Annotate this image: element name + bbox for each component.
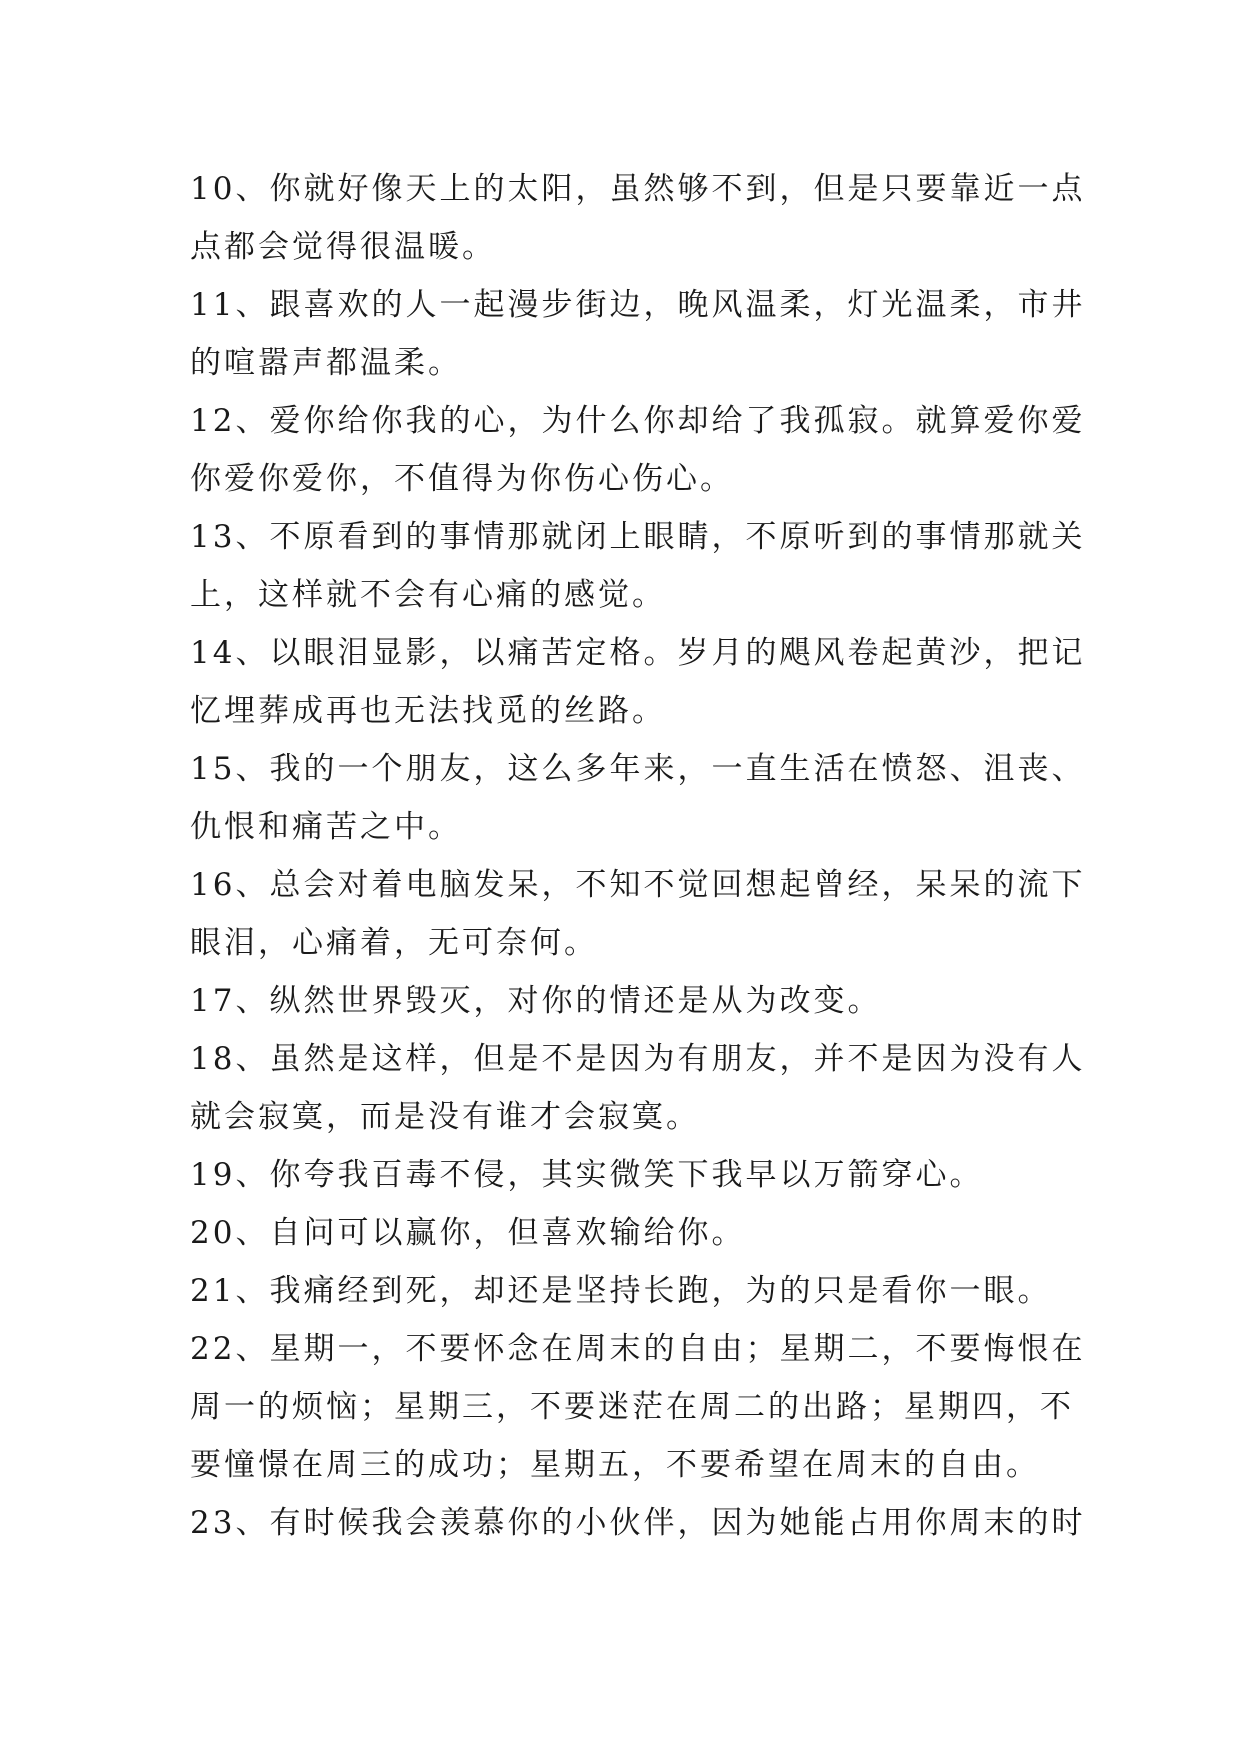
text-line: 要憧憬在周三的成功；星期五，不要希望在周末的自由。 — [190, 1447, 1040, 1483]
text-line: 20、自问可以赢你，但喜欢输给你。 — [190, 1215, 746, 1251]
entry-12 — [190, 392, 1086, 508]
text-line: 点都会觉得很温暖。 — [190, 229, 496, 265]
entry-18 — [190, 1030, 1086, 1146]
text-line: 21、我痛经到死，却还是坚持长跑，为的只是看你一眼。 — [190, 1273, 1052, 1309]
entry-17 — [190, 972, 1065, 1030]
entry-16 — [190, 856, 1086, 972]
entry-14 — [190, 624, 1086, 740]
text-line: 忆埋葬成再也无法找觅的丝路。 — [190, 693, 666, 729]
entry-23 — [190, 1494, 1086, 1552]
text-line: 眼泪，心痛着，无可奈何。 — [190, 925, 598, 961]
text-line: 仇恨和痛苦之中。 — [190, 809, 462, 845]
entry-13 — [190, 508, 1086, 624]
text-line: 上，这样就不会有心痛的感觉。 — [190, 577, 666, 613]
text-line: 18、虽然是这样，但是不是因为有朋友，并不是因为没有人 — [190, 1041, 1086, 1077]
text-line: 16、总会对着电脑发呆，不知不觉回想起曾经，呆呆的流下 — [190, 867, 1086, 903]
entry-15 — [190, 740, 1086, 856]
text-line: 你爱你爱你，不值得为你伤心伤心。 — [190, 461, 734, 497]
text-line: 的喧嚣声都温柔。 — [190, 345, 462, 381]
text-line: 周一的烦恼；星期三，不要迷茫在周二的出路；星期四，不 — [190, 1389, 1074, 1425]
text-line: 13、不原看到的事情那就闭上眼睛，不原听到的事情那就关 — [190, 519, 1086, 555]
text-line: 就会寂寞，而是没有谁才会寂寞。 — [190, 1099, 700, 1135]
entry-19 — [190, 1146, 1065, 1204]
text-line: 17、纵然世界毁灭，对你的情还是从为改变。 — [190, 983, 882, 1019]
text-line: 23、有时候我会羡慕你的小伙伴，因为她能占用你周末的时 — [190, 1505, 1086, 1541]
document-body — [190, 160, 1086, 1552]
entry-22 — [190, 1320, 1086, 1494]
entry-10 — [190, 160, 1086, 276]
text-line: 19、你夸我百毒不侵，其实微笑下我早以万箭穿心。 — [190, 1157, 984, 1193]
text-line: 14、以眼泪显影，以痛苦定格。岁月的飓风卷起黄沙，把记 — [190, 635, 1086, 671]
entry-21 — [190, 1262, 1065, 1320]
text-line: 15、我的一个朋友，这么多年来，一直生活在愤怒、沮丧、 — [190, 751, 1086, 787]
text-line: 22、星期一，不要怀念在周末的自由；星期二，不要悔恨在 — [190, 1331, 1086, 1367]
text-line: 10、你就好像天上的太阳，虽然够不到，但是只要靠近一点 — [190, 171, 1086, 207]
entry-11 — [190, 276, 1086, 392]
text-line: 11、跟喜欢的人一起漫步街边，晚风温柔，灯光温柔，市井 — [190, 287, 1086, 323]
text-line: 12、爱你给你我的心，为什么你却给了我孤寂。就算爱你爱 — [190, 403, 1086, 439]
entry-20 — [190, 1204, 1065, 1262]
